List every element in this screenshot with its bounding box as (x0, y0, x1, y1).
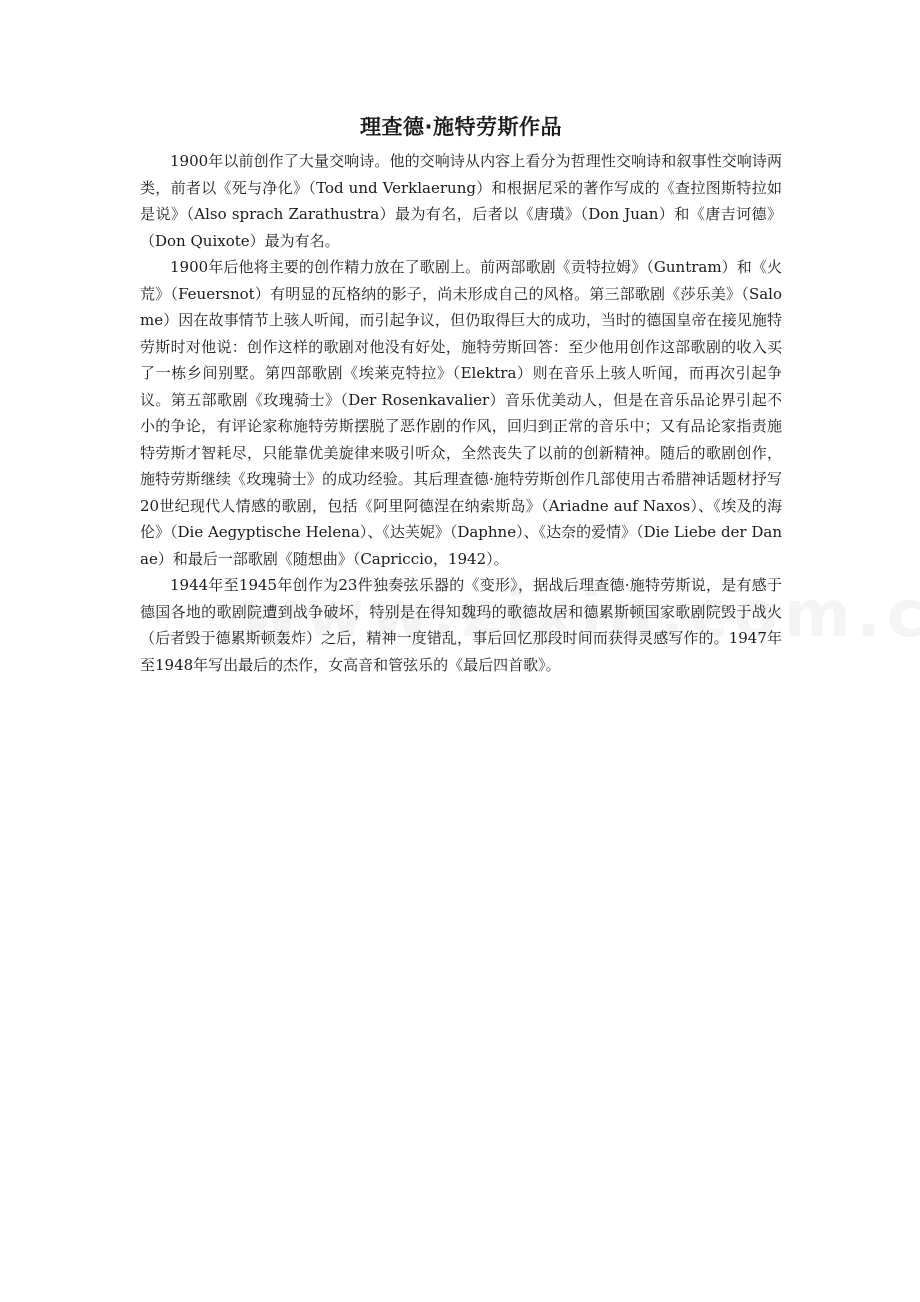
paragraph-1: 1900年以前创作了大量交响诗。他的交响诗从内容上看分为哲理性交响诗和叙事性交响诗两类，前者以《死与净化》（Tod und Verklaerung）和根据尼采的著作写成的《查拉图斯特拉如是说》（Also sprach Zarathustra）最为有名，后者以《唐璜》（Don Juan）和《唐吉诃德》（Don Quixote）最为有名。 (140, 152, 782, 250)
document-title: 理查德·施特劳斯作品 (360, 115, 562, 139)
paragraph-2: 1900年后他将主要的创作精力放在了歌剧上。前两部歌剧《贡特拉姆》（Guntram）和《火荒》（Feuersnot）有明显的瓦格纳的影子，尚未形成自己的风格。第三部歌剧《莎乐美》（Salome）因在故事情节上骇人听闻，而引起争议，但仍取得巨大的成功，当时的德国皇帝在接见施特劳斯时对他说：创作这样的歌剧对他没有好处，施特劳斯回答：至少他用创作这部歌剧的收入买了一栋乡间别墅。第四部歌剧《埃莱克特拉》（Elektra）则在音乐上骇人听闻，而再次引起争议。第五部歌剧《玫瑰骑士》（Der Rosenkavalier）音乐优美动人，但是在音乐品论界引起不小的争论，有评论家称施特劳斯摆脱了恶作剧的作风，回归到正常的音乐中；又有品论家指责施特劳斯才智耗尽，只能靠优美旋律来吸引听众，全然丧失了以前的创新精神。随后的歌剧创作，施特劳斯继续《玫瑰骑士》的成功经验。其后理查德·施特劳斯创作几部使用古希腊神话题材抒写20世纪现代人情感的歌剧，包括《阿里阿德涅在纳索斯岛》（Ariadne auf Naxos）、《埃及的海伦》（Die Aegyptische Helena）、《达芙妮》（Daphne）、《达奈的爱情》（Die Liebe der Danae）和最后一部歌剧《随想曲》（Capriccio，1942）。 (140, 258, 782, 568)
paragraph-3: 1944年至1945年创作为23件独奏弦乐器的《变形》，据战后理查德·施特劳斯说，是有感于德国各地的歌剧院遭到战争破坏，特别是在得知魏玛的歌德故居和德累斯顿国家歌剧院毁于战火（后者毁于德累斯顿轰炸）之后，精神一度错乱，事后回忆那段时间而获得灵感写作的。1947年至1948年写出最后的杰作，女高音和管弦乐的《最后四首歌》。 (140, 576, 782, 674)
document-page (140, 112, 782, 678)
